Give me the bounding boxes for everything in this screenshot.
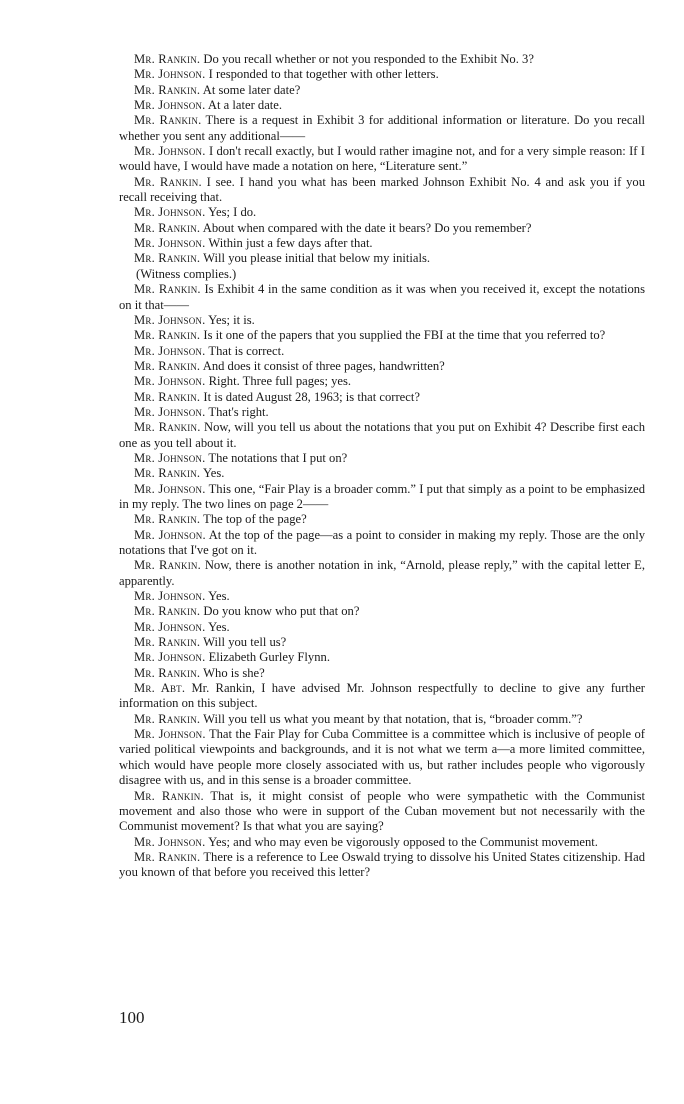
speech-text: Yes; and who may even be vigorously opposed to the Communist movement. <box>208 834 598 849</box>
transcript-paragraph <box>119 789 645 835</box>
speaker-name: Mr. Johnson. <box>134 527 206 542</box>
speech-text: Right. Three full pages; yes. <box>208 374 352 389</box>
speech-text: Elizabeth Gurley Flynn. <box>208 650 330 665</box>
transcript-paragraph <box>119 589 645 604</box>
transcript-paragraph <box>119 405 645 420</box>
speech-text: At some later date? <box>202 82 301 97</box>
speech-text: I responded to that together with other letters. <box>208 67 439 82</box>
transcript-paragraph <box>119 390 645 405</box>
transcript-paragraph <box>119 251 645 266</box>
speaker-name: Mr. Johnson. <box>134 481 206 496</box>
transcript-paragraph <box>119 328 645 343</box>
speech-text: Is Exhibit 4 in the same condition as it was when you received it, except the notations on it that—— <box>119 282 645 312</box>
transcript-paragraph <box>119 113 645 144</box>
speaker-name: Mr. Johnson. <box>134 619 206 634</box>
speech-text: There is a reference to Lee Oswald trying to dissolve his United States citizenship. Had you known of that before you received this letter? <box>119 849 645 880</box>
speaker-name: Mr. Rankin. <box>134 328 201 343</box>
transcript-paragraph <box>119 236 645 251</box>
speech-text: (Witness complies.) <box>136 266 237 281</box>
speech-text: Will you please initial that below my initials. <box>203 251 431 266</box>
speaker-name: Mr. Rankin. <box>134 604 201 619</box>
speech-text: Do you know who put that on? <box>203 604 360 619</box>
speaker-name: Mr. Rankin. <box>134 358 201 373</box>
transcript-paragraph <box>119 282 645 313</box>
speaker-name: Mr. Johnson. <box>134 98 206 113</box>
speech-text: Who is she? <box>203 665 265 680</box>
speaker-name: Mr. Johnson. <box>134 834 206 849</box>
speech-text: Yes; it is. <box>208 312 255 327</box>
speech-text: Do you recall whether or not you responded to the Exhibit No. 3? <box>203 52 534 66</box>
speech-text: And does it consist of three pages, handwritten? <box>202 358 445 373</box>
transcript-paragraph <box>119 466 645 481</box>
transcript-paragraph <box>119 205 645 220</box>
speech-text: That's right. <box>208 404 269 419</box>
speech-text: At the top of the page—as a point to consider in making my reply. Those are the only notations that I've got on it. <box>119 527 645 557</box>
speaker-name: Mr. Rankin. <box>134 788 204 803</box>
speaker-name: Mr. Abt. <box>134 681 186 696</box>
speech-text: It is dated August 28, 1963; is that correct? <box>203 389 420 404</box>
speech-text: That is, it might consist of people who were sympathetic with the Communist movement and also those who were in support of the Cuban movement but not necessarily with the Communist movement? Is that what you are saying? <box>119 788 645 834</box>
speaker-name: Mr. Rankin. <box>134 466 201 481</box>
transcript-paragraph <box>119 267 645 282</box>
speech-text: Yes. <box>208 619 230 634</box>
speech-text: This one, “Fair Play is a broader comm.” I put that simply as a point to be emphasized in my reply. The two lines on page 2—— <box>119 481 646 511</box>
speech-text: Now, there is another notation in ink, “Arnold, please reply,” with the capital letter E, apparently. <box>119 558 645 588</box>
speaker-name: Mr. Johnson. <box>134 343 206 358</box>
transcript-paragraph <box>119 712 645 727</box>
transcript-page <box>119 52 645 881</box>
transcript-paragraph <box>119 727 645 788</box>
speaker-name: Mr. Rankin. <box>134 389 201 404</box>
speech-text: The top of the page? <box>203 512 307 527</box>
speaker-name: Mr. Johnson. <box>134 589 206 604</box>
speaker-name: Mr. Rankin. <box>134 220 201 235</box>
transcript-paragraph <box>119 144 645 175</box>
speaker-name: Mr. Rankin. <box>134 711 201 726</box>
speaker-name: Mr. Johnson. <box>134 404 206 419</box>
page-number: 100 <box>119 1008 145 1027</box>
speaker-name: Mr. Rankin. <box>134 82 201 97</box>
speech-text: Yes; I do. <box>208 205 257 220</box>
speaker-name: Mr. Rankin. <box>134 420 201 435</box>
speaker-name: Mr. Rankin. <box>134 558 201 573</box>
transcript-paragraph <box>119 528 645 559</box>
transcript-paragraph <box>119 175 645 206</box>
speech-text: There is a request in Exhibit 3 for additional information or literature. Do you recall whether you sent any additional—— <box>119 113 645 143</box>
speech-text: Yes. <box>202 466 225 481</box>
speech-text: Will you tell us? <box>203 635 287 650</box>
speaker-name: Mr. Johnson. <box>134 374 206 389</box>
transcript-paragraph <box>119 451 645 466</box>
speech-text: That is correct. <box>208 343 285 358</box>
speech-text: About when compared with the date it bears? Do you remember? <box>202 220 532 235</box>
transcript-paragraph <box>119 850 645 881</box>
speech-text: Is it one of the papers that you supplied the FBI at the time that you referred to? <box>203 328 606 343</box>
transcript-body <box>119 52 645 881</box>
speaker-name: Mr. Rankin. <box>134 665 201 680</box>
transcript-paragraph <box>119 650 645 665</box>
transcript-paragraph <box>119 482 645 513</box>
speaker-name: Mr. Johnson. <box>134 67 206 82</box>
speaker-name: Mr. Johnson. <box>134 312 206 327</box>
transcript-paragraph <box>119 604 645 619</box>
transcript-paragraph <box>119 666 645 681</box>
speech-text: Mr. Rankin, I have advised Mr. Johnson respectfully to decline to give any further information on this subject. <box>119 681 645 711</box>
speaker-name: Mr. Rankin. <box>134 512 201 527</box>
transcript-paragraph <box>119 52 645 67</box>
speaker-name: Mr. Johnson. <box>134 450 206 465</box>
transcript-paragraph <box>119 681 645 712</box>
transcript-paragraph <box>119 67 645 82</box>
transcript-paragraph <box>119 835 645 850</box>
speech-text: The notations that I put on? <box>208 450 348 465</box>
speech-text: I don't recall exactly, but I would rather imagine not, and for a very simple reason: If I would have, I would have made a notation on here, “Literature sent.” <box>119 144 645 174</box>
transcript-paragraph <box>119 620 645 635</box>
speech-text: Now, will you tell us about the notations that you put on Exhibit 4? Describe first each one as you tell about it. <box>119 420 645 450</box>
transcript-paragraph <box>119 635 645 650</box>
transcript-paragraph <box>119 359 645 374</box>
transcript-paragraph <box>119 512 645 527</box>
speech-text: At a later date. <box>207 98 283 113</box>
speaker-name: Mr. Rankin. <box>134 849 201 864</box>
speech-text: Within just a few days after that. <box>208 236 373 251</box>
speaker-name: Mr. Johnson. <box>134 236 206 251</box>
speaker-name: Mr. Johnson. <box>134 650 206 665</box>
transcript-paragraph <box>119 374 645 389</box>
speech-text: Yes. <box>208 589 230 604</box>
speaker-name: Mr. Rankin. <box>134 251 201 266</box>
transcript-paragraph <box>119 98 645 113</box>
speaker-name: Mr. Johnson. <box>134 727 206 742</box>
transcript-paragraph <box>119 83 645 98</box>
speaker-name: Mr. Rankin. <box>134 282 201 297</box>
speech-text: Will you tell us what you meant by that notation, that is, “broader comm.”? <box>203 711 583 726</box>
transcript-paragraph <box>119 344 645 359</box>
speaker-name: Mr. Rankin. <box>134 52 201 66</box>
speaker-name: Mr. Rankin. <box>134 174 202 189</box>
transcript-paragraph <box>119 420 645 451</box>
transcript-paragraph <box>119 558 645 589</box>
speech-text: That the Fair Play for Cuba Committee is a committee which is inclusive of people of varied political viewpoints and backgrounds, and it is not what we term a—a more limited committee, which would have people more closely associated with us, but rather includes people who vigorously disagree with us, and in this sense is a broader committee. <box>119 727 645 788</box>
speech-text: I see. I hand you what has been marked Johnson Exhibit No. 4 and ask you if you recall receiving that. <box>119 174 645 205</box>
speaker-name: Mr. Johnson. <box>134 144 206 159</box>
speaker-name: Mr. Rankin. <box>134 635 201 650</box>
transcript-paragraph <box>119 313 645 328</box>
speaker-name: Mr. Rankin. <box>134 113 202 128</box>
transcript-paragraph <box>119 221 645 236</box>
speaker-name: Mr. Johnson. <box>134 205 206 220</box>
